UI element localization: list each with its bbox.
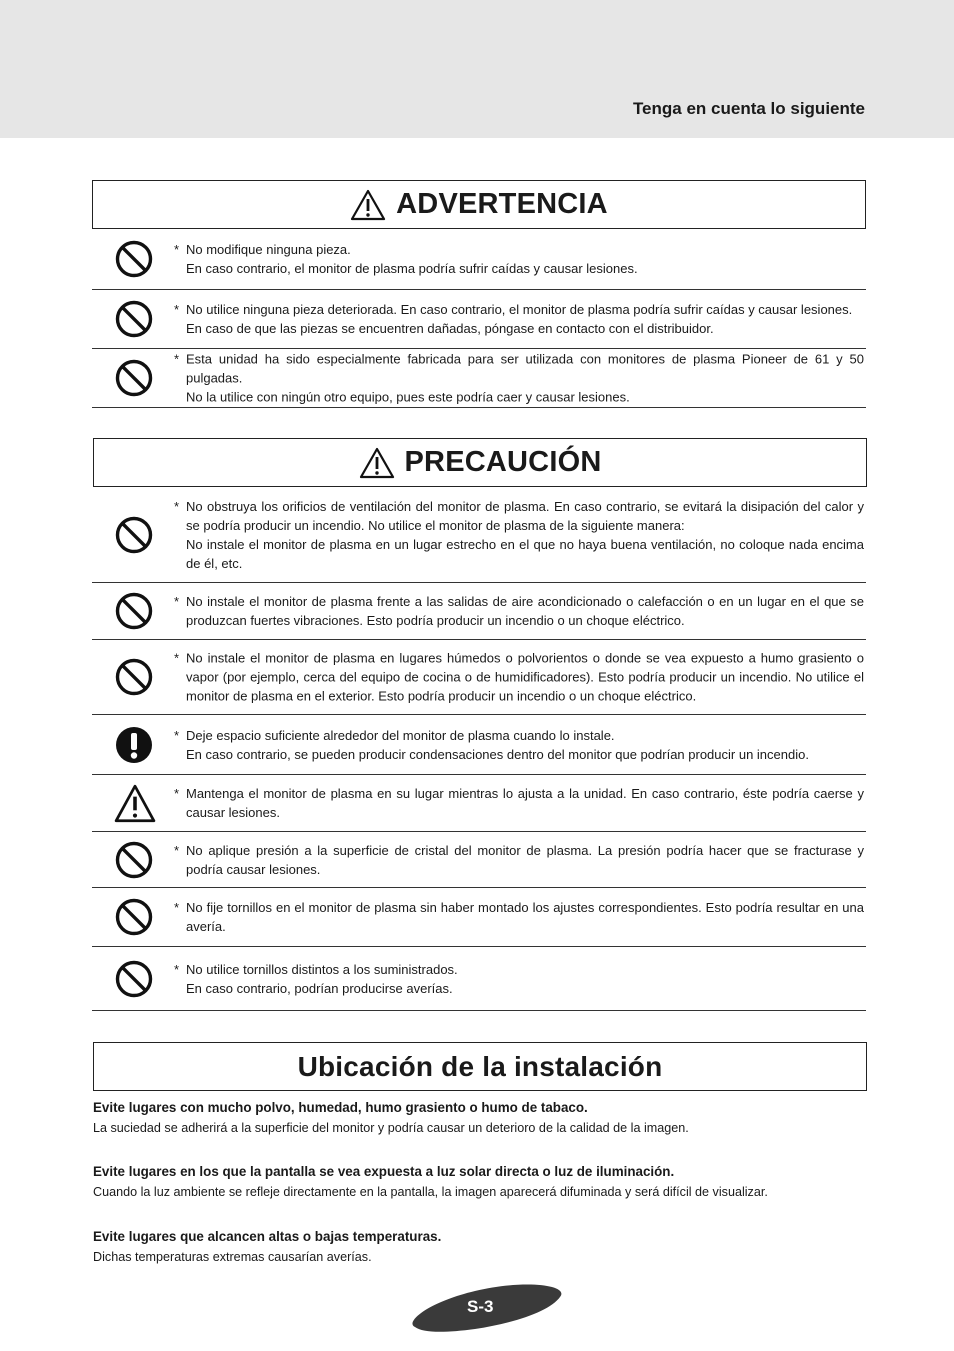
- notice-text: * No utilice ninguna pieza deteriorada. En caso contrario, el monitor de plasma podría sufrir caídas y causar lesiones. En caso de que las piezas se encuentren dañadas, póngase en contacto con el distribuidor.: [174, 300, 864, 338]
- prohibited-icon: [114, 657, 154, 697]
- location-item-text: Dichas temperaturas extremas causarían averías.: [93, 1250, 372, 1264]
- notice-line: Esta unidad ha sido especialmente fabricada para ser utilizada con monitores de plasma Pioneer de 61 y 50 pulgadas.: [186, 351, 864, 386]
- notice-line: No utilice ninguna pieza deteriorada. En caso contrario, el monitor de plasma podría sufrir caídas y causar lesiones.: [186, 302, 853, 317]
- page-number: S-3: [467, 1297, 494, 1316]
- notice-line: En caso contrario, se pueden producir condensaciones dentro del monitor que podrían producir un incendio.: [186, 746, 809, 762]
- notice-line: En caso contrario, el monitor de plasma podría sufrir caídas y causar lesiones.: [186, 261, 638, 276]
- notice-row: [92, 583, 866, 640]
- notice-line: No utilice tornillos distintos a los suministrados.: [186, 961, 458, 977]
- notice-line: No la utilice con ningún otro equipo, pues este podría caer y causar lesiones.: [186, 389, 630, 405]
- warning-triangle-icon: [114, 783, 154, 823]
- notice-text: * No instale el monitor de plasma en lugares húmedos o polvorientos o donde se vea expuesto a humo grasiento o vapor (por ejemplo, cerca del equipo de cocina o de humidificadores). Esto podría producir un incendio. No utilice el monitor de plasma en el exterior. Esto podría producir un incendio o un choque eléctrico.: [174, 650, 864, 704]
- location-item-heading: Evite lugares en los que la pantalla se vea expuesta a luz solar directa o luz de iluminación.: [93, 1164, 675, 1179]
- notice-line: En caso contrario, podrían producirse averías.: [186, 980, 453, 996]
- warning-title: ADVERTENCIA: [396, 188, 608, 220]
- caution-title: PRECAUCIÓN: [404, 446, 602, 478]
- notice-text: * Mantenga el monitor de plasma en su lugar mientras lo ajusta a la unidad. En caso contrario, éste podría caerse y causar lesiones.: [174, 786, 864, 820]
- notice-row: [92, 229, 866, 290]
- notice-line: No modifique ninguna pieza.: [186, 242, 351, 257]
- location-item-text: La suciedad se adherirá a la superficie del monitor y podría causar un deterioro de la calidad de la imagen.: [93, 1121, 689, 1135]
- notice-row: [92, 775, 866, 832]
- notice-line: No aplique presión a la superficie de cristal del monitor de plasma. La presión podría hacer que se fracturase y podría causar lesiones.: [186, 842, 864, 877]
- prohibited-icon: [114, 840, 154, 880]
- notice-line: No obstruya los orificios de ventilación del monitor de plasma. En caso contrario, se evitará la disipación del calor y se podría producir un incendio. No utilice el monitor de plasma de la siguiente manera:: [186, 498, 864, 533]
- notice-line: No fije tornillos en el monitor de plasma sin haber montado los ajustes correspondientes. Esto podría resultar en una avería.: [186, 900, 864, 934]
- warning-triangle-icon: [359, 447, 395, 479]
- location-item: [93, 1098, 873, 1138]
- warning-title-box: [92, 180, 866, 229]
- prohibited-icon: [114, 591, 154, 631]
- notice-line: No instale el monitor de plasma frente a las salidas de aire acondicionado o calefacción o en un lugar en el que se produzcan fuertes vibraciones. Esto podría producir un incendio o un choque eléctrico.: [186, 594, 864, 628]
- prohibited-icon: [114, 897, 154, 937]
- notice-row: [92, 487, 866, 583]
- notice-row: [92, 947, 866, 1011]
- notice-line: Deje espacio suficiente alrededor del monitor de plasma cuando lo instale.: [186, 727, 615, 743]
- prohibited-icon: [114, 959, 154, 999]
- notice-text: * No instale el monitor de plasma frente a las salidas de aire acondicionado o calefacción o en un lugar en el que se produzcan fuertes vibraciones. Esto podría producir un incendio o un choque eléctrico.: [174, 594, 864, 628]
- mandatory-icon: [114, 725, 154, 765]
- notice-text: * No aplique presión a la superficie de cristal del monitor de plasma. La presión podría hacer que se fracturase y podría causar lesiones.: [174, 842, 864, 877]
- notice-row: [92, 290, 866, 349]
- location-item-text: Cuando la luz ambiente se refleje directamente en la pantalla, la imagen aparecerá difuminada y será difícil de visualizar.: [93, 1185, 768, 1199]
- notice-row: [92, 349, 866, 408]
- warning-triangle-icon: [350, 189, 386, 221]
- notice-text: * Esta unidad ha sido especialmente fabricada para ser utilizada con monitores de plasma Pioneer de 61 y 50 pulgadas. No la utilice con ningún otro equipo, pues este podría caer y causar lesiones.: [174, 351, 864, 405]
- notice-line: Mantenga el monitor de plasma en su lugar mientras lo ajusta a la unidad. En caso contrario, éste podría caerse y causar lesiones.: [186, 786, 864, 820]
- notice-text: * No utilice tornillos distintos a los suministrados. En caso contrario, podrían producirse averías.: [174, 960, 864, 998]
- notice-row: [92, 640, 866, 715]
- notice-row: [92, 715, 866, 775]
- notice-row: [92, 832, 866, 888]
- page-header-title: Tenga en cuenta lo siguiente: [632, 99, 865, 118]
- prohibited-icon: [114, 299, 154, 339]
- notice-text: * No obstruya los orificios de ventilación del monitor de plasma. En caso contrario, se evitará la disipación del calor y se podría producir un incendio. No utilice el monitor de plasma de la siguiente manera: No instale el monitor de plasma en un lugar estrecho en el que no haya buena ventilación, no coloque nada encima de él, etc.: [174, 498, 864, 571]
- notice-text: * No modifique ninguna pieza. En caso contrario, el monitor de plasma podría sufrir caídas y causar lesiones.: [174, 240, 864, 278]
- notice-text: * Deje espacio suficiente alrededor del monitor de plasma cuando lo instale. En caso contrario, se pueden producir condensaciones dentro del monitor que podrían producir un incendio.: [174, 726, 864, 764]
- prohibited-icon: [114, 358, 154, 398]
- location-title: Ubicación de la instalación: [297, 1050, 663, 1082]
- location-item: [93, 1227, 873, 1267]
- location-item-heading: Evite lugares con mucho polvo, humedad, humo grasiento o humo de tabaco.: [93, 1100, 588, 1115]
- notice-line: No instale el monitor de plasma en un lugar estrecho en el que no haya buena ventilación, no coloque nada encima de él, etc.: [186, 536, 864, 571]
- notice-text: * No fije tornillos en el monitor de plasma sin haber montado los ajustes correspondientes. Esto podría resultar en una avería.: [174, 900, 864, 934]
- notice-line: En caso de que las piezas se encuentren dañadas, póngase en contacto con el distribuidor.: [186, 321, 714, 336]
- caution-title-box: [93, 438, 867, 487]
- notice-row: [92, 888, 866, 947]
- location-item-heading: Evite lugares que alcancen altas o bajas temperaturas.: [93, 1229, 442, 1244]
- prohibited-icon: [114, 239, 154, 279]
- location-title-box: [93, 1042, 867, 1091]
- notice-line: No instale el monitor de plasma en lugares húmedos o polvorientos o donde se vea expuesto a humo grasiento o vapor (por ejemplo, cerca del equipo de cocina o de humidificadores). Esto podría producir un incendio. No utilice el monitor de plasma en el exterior. Esto podría producir un incendio o un choque eléctrico.: [186, 650, 864, 704]
- location-item: [93, 1162, 873, 1202]
- prohibited-icon: [114, 515, 154, 555]
